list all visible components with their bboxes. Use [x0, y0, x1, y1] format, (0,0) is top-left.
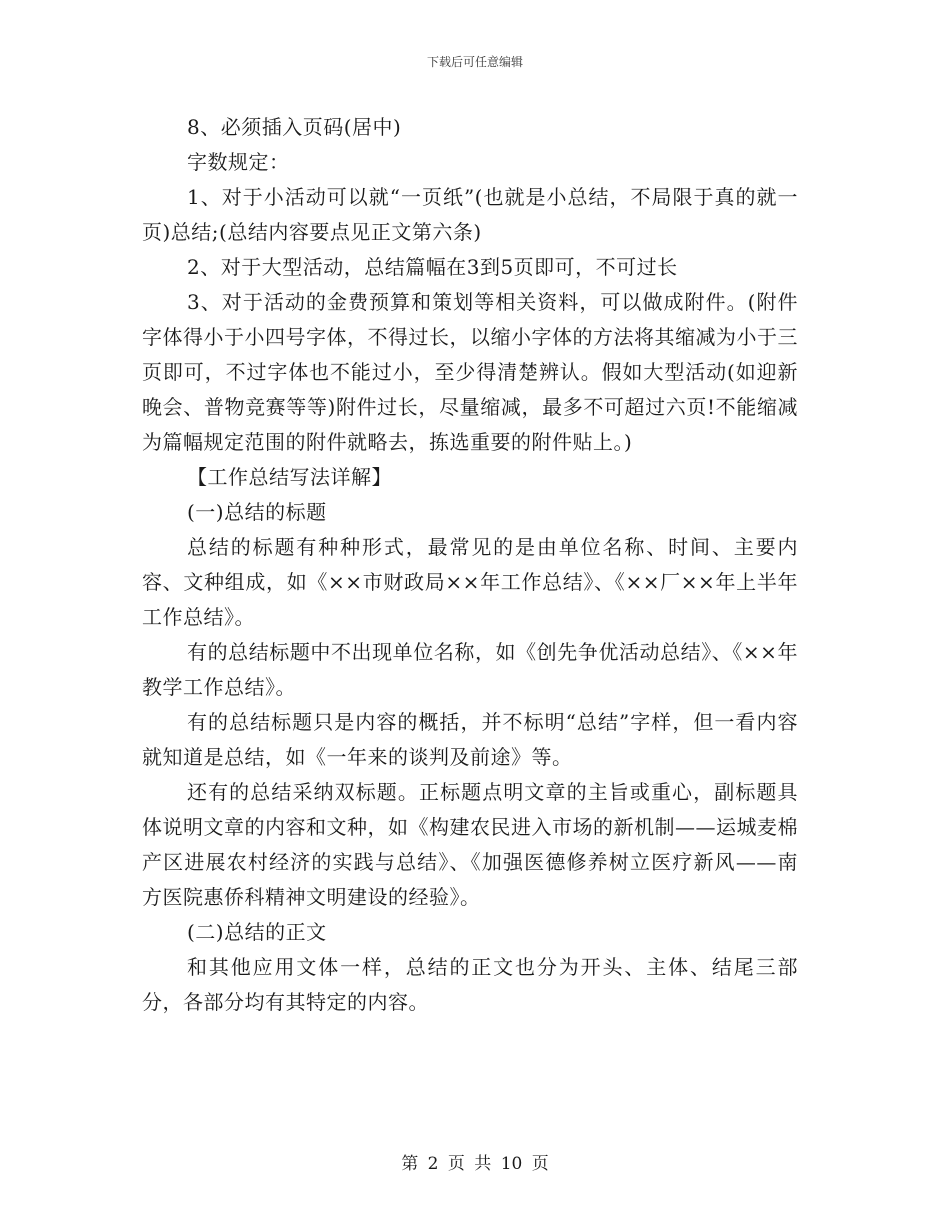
- paragraph-rule-1: 1、对于小活动可以就“一页纸”(也就是小总结，不局限于真的就一页)总结;(总结内容要点见正文第六条): [142, 185, 798, 244]
- paragraph-rule-2: 2、对于大型活动，总结篇幅在3到5页即可，不可过长: [187, 255, 678, 279]
- paragraph-word-count-heading: 字数规定：: [187, 150, 290, 174]
- page-header: 下载后可任意编辑: [426, 55, 523, 69]
- section-heading-writing-guide: 【工作总结写法详解】: [187, 465, 392, 489]
- paragraph-title-forms: 总结的标题有种种形式，最常见的是由单位名称、时间、主要内容、文种组成，如《××市财政局××年工作总结》、《××厂××年上半年工作总结》。: [142, 535, 798, 629]
- subheading-title: (一)总结的标题: [187, 500, 327, 524]
- subheading-body: (二)总结的正文: [187, 920, 327, 944]
- paragraph-title-double: 还有的总结采纳双标题。正标题点明文章的主旨或重心，副标题具体说明文章的内容和文种，如《构建农民进入市场的新机制——运城麦棉产区进展农村经济的实践与总结》、《加强医德修养树立医疗新风——南方医院惠侨科精神文明建设的经验》。: [142, 780, 798, 909]
- page-footer: 第 2 页 共 10 页: [401, 1154, 549, 1174]
- paragraph-title-summary: 有的总结标题只是内容的概括，并不标明“总结”字样，但一看内容就知道是总结，如《一年来的谈判及前途》等。: [142, 710, 798, 769]
- paragraph-rule-3: 3、对于活动的金费预算和策划等相关资料，可以做成附件。(附件字体得小于小四号字体，不得过长，以缩小字体的方法将其缩减为小于三页即可，不过字体也不能过小，至少得清楚辨认。假如大型活动(如迎新晚会、普物竞赛等等)附件过长，尽量缩减，最多不可超过六页!不能缩减为篇幅规定范围的附件就略去，拣选重要的附件贴上。): [142, 290, 798, 454]
- paragraph-body-parts: 和其他应用文体一样，总结的正文也分为开头、主体、结尾三部分，各部分均有其特定的内容。: [142, 955, 798, 1014]
- paragraph-title-no-unit: 有的总结标题中不出现单位名称，如《创先争优活动总结》、《××年教学工作总结》。: [142, 640, 798, 699]
- paragraph-page-number-rule: 8、必须插入页码(居中): [187, 115, 402, 139]
- document-body: [142, 110, 798, 1020]
